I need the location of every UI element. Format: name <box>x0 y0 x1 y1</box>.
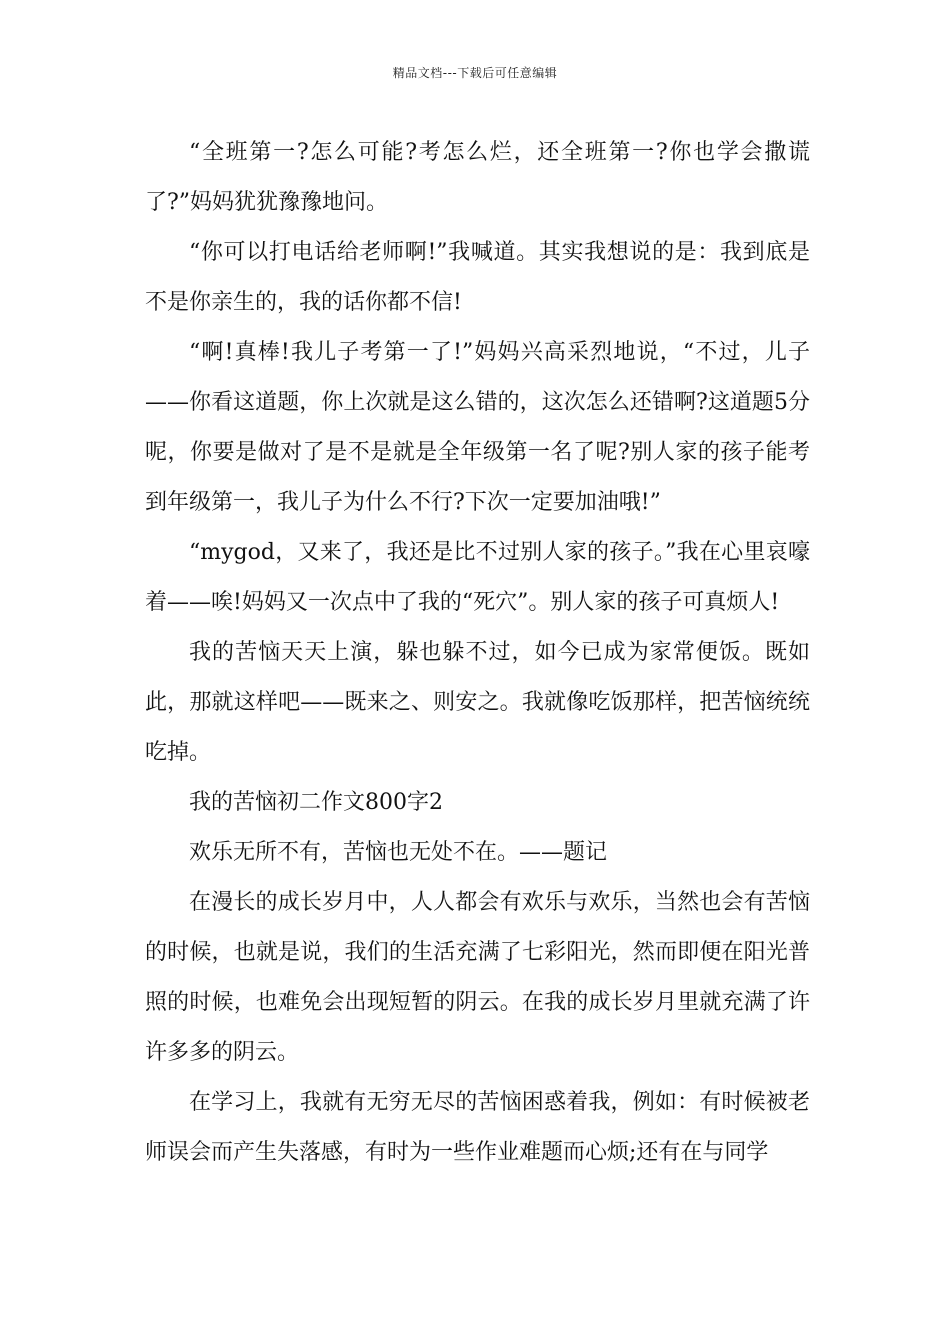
paragraph-7: 在学习上，我就有无穷无尽的苦恼困惑着我，例如：有时候被老师误会而产生失落感，有时为一些作业难题而心烦;还有在与同学 <box>145 1090 810 1165</box>
essay-title: 我的苦恼初二作文800字2 <box>189 790 443 815</box>
paragraph-3: “啊!真棒!我儿子考第一了!”妈妈兴高采烈地说，“不过，儿子——你看这道题，你上次就是这么错的，这次怎么还错啊?这道题5分呢，你要是做对了是不是就是全年级第一名了呢?别人家的孩子能考到年级第一，我儿子为什么不行?下次一定要加油哦!” <box>145 340 810 515</box>
document-body <box>145 128 810 1178</box>
epigraph: 欢乐无所不有，苦恼也无处不在。——题记 <box>189 840 608 865</box>
paragraph-1: “全班第一?怎么可能?考怎么烂，还全班第一?你也学会撒谎了?”妈妈犹犹豫豫地问。 <box>145 140 810 215</box>
paragraph-4: “mygod，又来了，我还是比不过别人家的孩子。”我在心里哀嚎着——唉!妈妈又一次点中了我的“死穴”。别人家的孩子可真烦人! <box>145 540 810 615</box>
paragraph-2: “你可以打电话给老师啊!”我喊道。其实我想说的是：我到底是不是你亲生的，我的话你都不信! <box>145 240 810 315</box>
paragraph-6: 在漫长的成长岁月中，人人都会有欢乐与欢乐，当然也会有苦恼的时候，也就是说，我们的生活充满了七彩阳光，然而即便在阳光普照的时候，也难免会出现短暂的阴云。在我的成长岁月里就充满了许许多多的阴云。 <box>145 890 810 1065</box>
paragraph-5: 我的苦恼天天上演，躲也躲不过，如今已成为家常便饭。既如此，那就这样吧——既来之、则安之。我就像吃饭那样，把苦恼统统吃掉。 <box>145 640 810 765</box>
page-header: 精品文档---下载后可任意编辑 <box>392 66 558 80</box>
